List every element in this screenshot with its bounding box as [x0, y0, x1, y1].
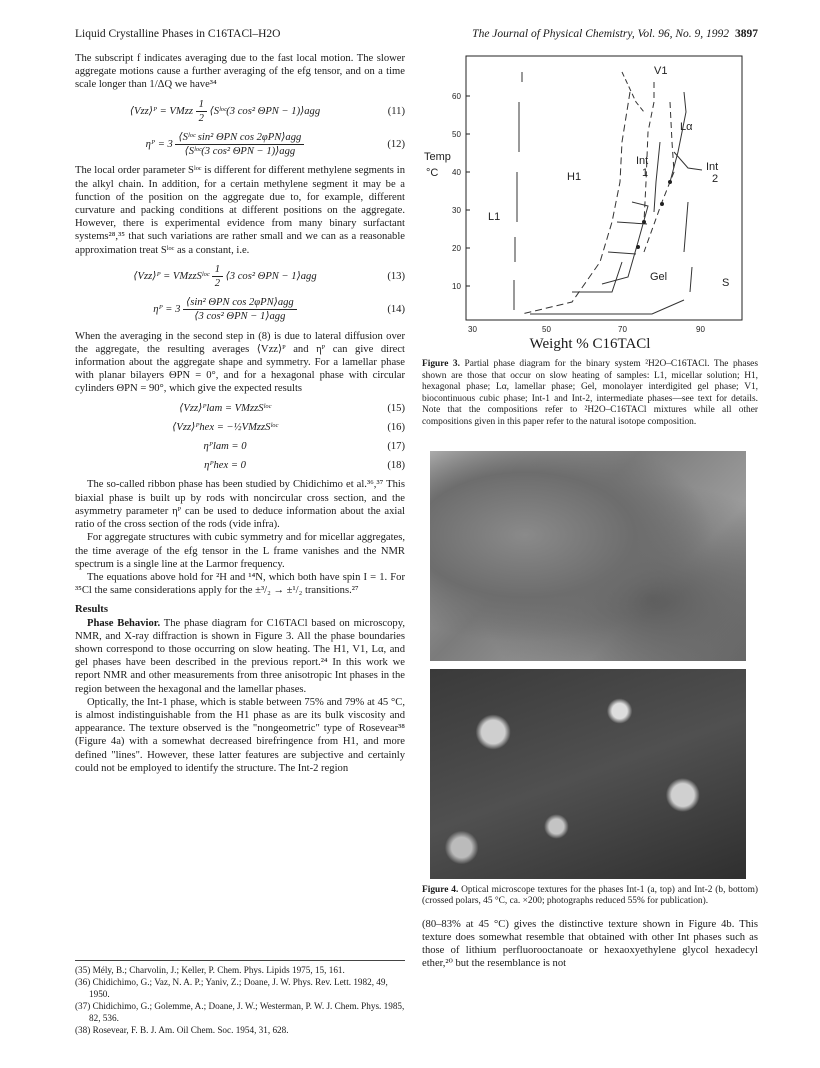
journal-name: The Journal of Physical Chemistry, Vol. 96, No. 9, 1992	[472, 28, 729, 40]
equation-number: (16)	[387, 421, 405, 433]
eq-rhs: ⟨Sˡᵒᶜ(3 cos² ΘPN − 1)⟩agg	[209, 105, 321, 117]
eq-fraction	[175, 131, 304, 158]
equation-15	[75, 402, 405, 415]
phase-label-S: S	[722, 277, 730, 289]
caption-label: Figure 3.	[422, 359, 460, 369]
phase-label-Int1: Int	[636, 155, 649, 167]
phase-label-Int1-number: 1	[642, 167, 649, 179]
y-tick: 40	[452, 168, 461, 177]
denominator: ⟨Sˡᵒᶜ(3 cos² ΘPN − 1)⟩agg	[184, 146, 296, 158]
equation-number: (14)	[387, 304, 405, 316]
y-tick: 10	[452, 282, 461, 291]
paragraph: When the averaging in the second step in (8) is due to lateral diffusion over the aggregate, the resulting averages ⟨Vzz⟩ᴾ and ηᴾ can give direct information about the aggregate shape and symmetry. For a lamellar phase with planar bilayers ΘPN = 0°, and for a hexagonal phase with circular cylinders ΘPN = 90°, which give the expected results	[75, 330, 405, 395]
phase-label-L1: L1	[488, 211, 501, 223]
equation-11	[75, 98, 405, 125]
x-tick: 50	[542, 325, 551, 334]
data-point	[660, 202, 664, 206]
x-tick: 90	[696, 325, 705, 334]
paragraph	[75, 617, 405, 696]
equation-14	[75, 296, 405, 323]
right-column-text	[422, 918, 758, 971]
eq-lhs: ηᴾ = 3	[153, 304, 181, 316]
caption-text: Partial phase diagram for the binary system ²H2O–C16TACl. The phases shown are those that occur on slow heating of samples: L1, micellar solution; H1, hexagonal phase; Lα, lamellar phase; Gel, monolayer interdigited gel phase; V1, biocontinuous cubic phase; Int-1 and Int-2, intermediate phases—see text for details. Note that the compositions refer to ²H2O–C16TACl mixtures while all other compositions given in this paper refer to the natural isotope composition.	[422, 359, 758, 427]
eq-body: ηᴾhex = 0	[204, 460, 246, 472]
references	[75, 960, 405, 1037]
numerator: ⟨Sˡᵒᶜ sin² ΘPN cos 2φPN⟩agg	[175, 131, 304, 145]
running-head: Liquid Crystalline Phases in C16TACl–H2O	[75, 28, 281, 40]
micrograph-int2	[430, 669, 746, 879]
paragraph: The equations above hold for ²H and ¹⁴N, which both have spin I = 1. For ³⁵Cl the same considerations apply for the ±³/₂ → ±¹/₂ transitions.²⁷	[75, 571, 405, 597]
equation-number: (15)	[387, 402, 405, 414]
equation-number: (13)	[387, 270, 405, 282]
y-axis-label: Temp	[424, 151, 451, 163]
x-tick: 30	[468, 325, 477, 334]
paragraph: (80–83% at 45 °C) gives the distinctive texture shown in Figure 4b. This texture does somewhat resemble that obtained with other Int phases such as those of lithium perfluorooctanoate or hexaoxyethylene glycol hexadecyl ether,²⁰ but the resemblance is not	[422, 918, 758, 970]
x-axis-label: Weight % C16TACl	[529, 336, 651, 352]
phase-label-Int2: Int	[706, 161, 719, 173]
y-tick: 20	[452, 244, 461, 253]
equation-number: (11)	[387, 105, 405, 117]
fraction-half: $\frac{1}{2}$	[196, 98, 207, 125]
paragraph: The subscript f indicates averaging due to the fast local motion. The slower aggregate motions cause a further averaging of the efg tensor, and on a time scale longer than 1/ΔQ we have³⁴	[75, 53, 405, 91]
reference: (36) Chidichimo, G.; Vaz, N. A. P.; Yaniv, Z.; Doane, J. W. Phys. Rev. Lett. 1982, 49, 1950.	[75, 977, 388, 999]
y-tick: 60	[452, 92, 461, 101]
phase-label-H1: H1	[567, 171, 582, 183]
figure-3-phase-diagram	[422, 52, 752, 342]
paragraph: The local order parameter Sˡᵒᶜ is different for different methylene segments in the alkyl chain. In addition, for a certain methylene segment it may be a function of the position on the aggregate due to, for example, different curvature and packing conditions at different positions on the aggregate. However, there is experimental evidence from many binary surfactant systems²⁸,³⁵ that such variations are rather small and we can as a reasonable approximation treat Sˡᵒᶜ as a constant, i.e.	[75, 165, 405, 256]
eq-body: ηᴾlam = 0	[203, 441, 247, 453]
x-tick: 70	[618, 325, 627, 334]
journal-citation	[472, 28, 758, 40]
eq-lhs: ⟨Vzz⟩ᴾ = VMzzSˡᵒᶜ	[133, 270, 210, 282]
subsection-lead: Phase Behavior.	[87, 617, 161, 629]
equation-16	[75, 421, 405, 434]
y-tick: 30	[452, 206, 461, 215]
phase-label-Gel: Gel	[650, 271, 668, 283]
eq-fraction	[183, 296, 297, 323]
equation-13	[75, 263, 405, 290]
right-column	[422, 52, 758, 971]
caption-label: Figure 4.	[422, 884, 459, 895]
phase-label-V1: V1	[654, 65, 668, 77]
equation-number: (18)	[387, 460, 405, 472]
equation-17	[75, 440, 405, 453]
eq-body: ⟨Vzz⟩ᴾlam = VMzzSˡᵒᶜ	[179, 402, 271, 414]
page-number: 3897	[735, 28, 758, 40]
figure-3-caption	[422, 359, 758, 429]
data-point	[642, 220, 646, 224]
micrograph-int1	[430, 451, 746, 661]
equation-number: (17)	[387, 441, 405, 453]
caption-text: Optical microscope textures for the phases Int-1 (a, top) and Int-2 (b, bottom) (crossed polars, 45 °C, ca. ×200; photographs reduced 55% for publication).	[422, 884, 758, 907]
equation-number: (12)	[387, 139, 405, 151]
eq-rhs: ⟨3 cos² ΘPN − 1⟩agg	[225, 270, 317, 282]
y-axis-unit: °C	[426, 167, 439, 179]
equation-18	[75, 459, 405, 472]
figure-4-caption	[422, 885, 758, 908]
section-heading: Results	[75, 604, 108, 616]
reference: (37) Chidichimo, G.; Golemme, A.; Doane, J. W.; Westerman, P. W. J. Chem. Phys. 1985, 82, 536.	[75, 1001, 405, 1023]
left-column	[75, 52, 405, 775]
phase-diagram-svg	[422, 52, 752, 342]
phase-label-La: Lα	[680, 121, 693, 133]
equation-12	[75, 131, 405, 158]
paragraph: For aggregate structures with cubic symmetry and for micellar aggregates, the time average of the efg tensor in the L frame vanishes and the NMR spectrum is a single line at the Larmor frequency.	[75, 532, 405, 570]
numerator: ⟨sin² ΘPN cos 2φPN⟩agg	[183, 296, 297, 310]
paragraph: Optically, the Int-1 phase, which is stable between 75% and 79% at 45 °C, is almost indistinguishable from the H1 phase as are its bulk viscosity and appearance. The texture observed is the "nongeometric" type of Rosevear³⁸ (Figure 4a) with a somewhat decreased birefringence from H1, and more defined "lines". However, these latter features are subjective and certainly could not be employed to identify the structure. The Int-2 region	[75, 696, 405, 774]
phase-label-Int2-number: 2	[712, 173, 719, 185]
reference: (35) Mély, B.; Charvolin, J.; Keller, P. Chem. Phys. Lipids 1975, 15, 161.	[75, 965, 345, 975]
eq-lhs: ⟨Vzz⟩ᴾ = VMzz	[129, 105, 193, 117]
plot-frame	[466, 56, 742, 320]
eq-body: ⟨Vzz⟩ᴾhex = −½VMzzSˡᵒᶜ	[172, 421, 278, 433]
eq-lhs: ηᴾ = 3	[145, 139, 173, 151]
reference: (38) Rosevear, F. B. J. Am. Oil Chem. Soc. 1954, 31, 628.	[75, 1025, 289, 1036]
data-point	[636, 245, 640, 249]
data-point	[668, 180, 672, 184]
paragraph-text: The phase diagram for C16TACl based on microscopy, NMR, and X-ray diffraction is shown in Figure 3. All the phase boundaries shown correspond to those occurring on slow heating. The H1, V1, Lα, and gel phases have been described in the previous report.²⁴ In this work we report NMR and other measurements from three anisotropic Int phases in the region between the hexagonal and the lamellar phases.	[75, 617, 405, 695]
y-tick: 50	[452, 130, 461, 139]
fraction-half: $\frac{1}{2}$	[212, 263, 223, 290]
denominator: ⟨3 cos² ΘPN − 1⟩agg	[194, 311, 286, 323]
paragraph: The so-called ribbon phase has been studied by Chidichimo et al.³⁶,³⁷ This biaxial phase is built up by rods with noncircular cross section, and the asymmetry parameter ηᴾ can be used to deduce information about the axial ratio of the cross section of the rods (vide infra).	[75, 479, 405, 531]
